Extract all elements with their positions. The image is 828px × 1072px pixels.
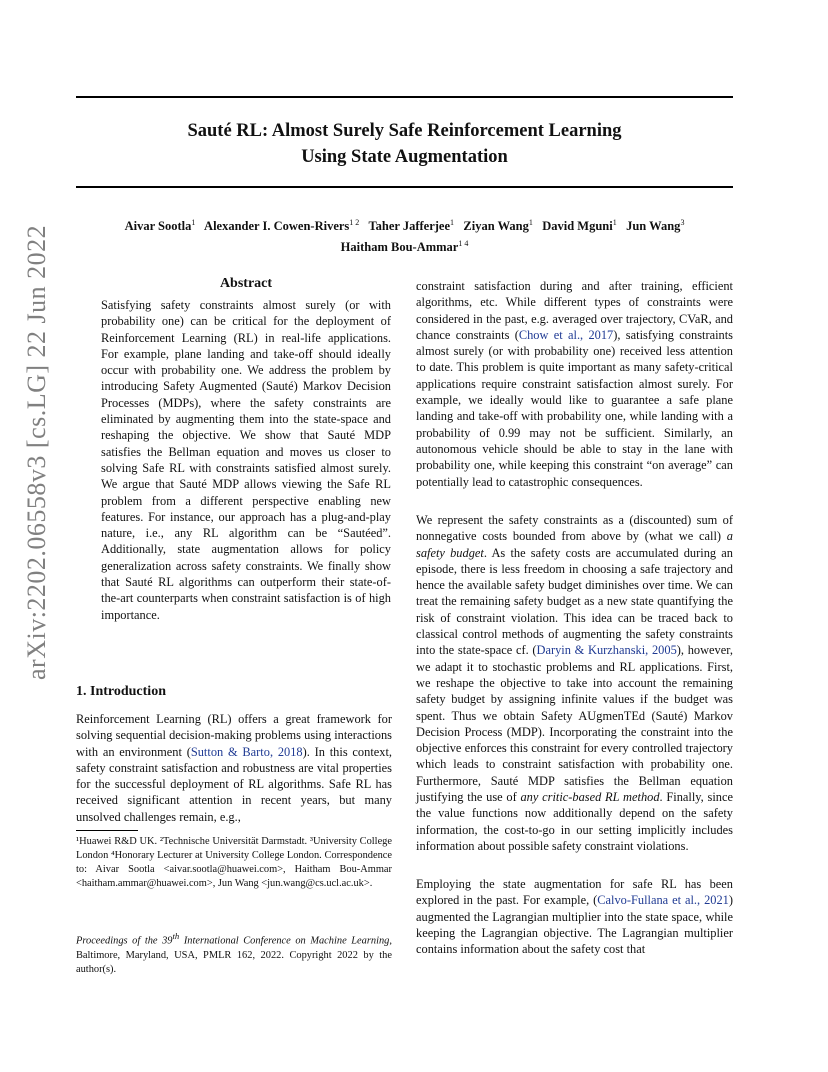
citation-link[interactable]: Chow et al., 2017: [518, 327, 614, 342]
author-list: [76, 214, 733, 256]
title-line-1: Sauté RL: Almost Surely Safe Reinforcement Learning: [187, 121, 622, 141]
right-paragraph-2: We represent the safety constraints as a (discounted) sum of nonnegative costs bounded from above by (what we call) a safety budget. As the safety costs are accumulated during an episode, there is less freedom in choosing a safe trajectory and hence the available safety budget diminishes over time. We can treat the remaining safety budget as a new state quantifying the risk of constraint violation. This idea can be traced back to classical control methods of augmenting the safety constraints into the state-space cf. (Daryin & Kurzhanski, 2005), however, we adapt it to stochastic problems and RL applications. First, we reshape the objective to take into account the remaining safety budget by assigning infinite values if the budget was spent. Thus we obtain Safety AUgmenTEd (Sauté) Markov Decision Process (MDP). Incorporating the constraint into the objective enforces this constraint for every controlled trajectory which leads to constraint satisfaction with probability one. Furthermore, Sauté MDP satisfies the Bellman equation justifying the use of any critic-based RL method. Finally, since the value functions now additionally depend on the safety information, the cost-to-go in our setting implicitly includes information about possible safety constraint violations.: [416, 513, 733, 853]
footnote-rule: [76, 830, 138, 831]
abstract-heading: Abstract: [219, 276, 273, 291]
author: Aivar Sootla$^1$: [124, 218, 196, 234]
citation-link[interactable]: Sutton & Barto, 2018: [190, 744, 303, 759]
affiliation-footnote: ¹Huawei R&D UK. ²Technische Universität Darmstadt. ³University College London ⁴Honorary Lecturer at University College London. Correspondence to: Aivar Sootla <aivar.sootla@huawei.com>, Haitham Bou-Ammar <haitham.ammar@huawei.com>, Jun Wang <jun.wang@cs.ucl.ac.uk>.: [76, 836, 392, 889]
author: Ziyan Wang$^1$: [463, 218, 533, 234]
title-rule-top: [76, 96, 733, 98]
arxiv-identifier: arXiv:2202.06558v3 [cs.LG] 22 Jun 2022: [22, 224, 51, 680]
right-paragraph-1: constraint satisfaction during and after training, efficient algorithms, etc. While different types of constraints were considered in the past, e.g. averaged over trajectory, CVaR, and chance constraints (Chow et al., 2017), satisfying constraints almost surely (or with probability one) received less attention to date. This problem is quite important as many safety-critical applications require constraint satisfaction almost surely. For example, we ideally would like to guarantee a safe plane landing and take-off with probability one, while landing with a probability of 0.99 may not be sufficient. Similarly, an autonomous vehicle should be able to stay in the lane with probability one, while keeping this constraint “on average” can potentially lead to catastrophic consequences.: [416, 279, 733, 489]
author: Taher Jafferjee$^1$: [368, 218, 455, 234]
introduction-paragraph: Reinforcement Learning (RL) offers a great framework for solving sequential decision-making problems using interactions with an environment (Sutton & Barto, 2018). In this context, safety constraint satisfaction and robustness are vital properties for the successful deployment of RL algorithms. Safe RL has received significant attention in recent years, but many unsolved challenges remain, e.g.,: [76, 712, 393, 824]
paper-title: [76, 118, 733, 170]
author: Alexander I. Cowen-Rivers$^{1 2}$: [204, 218, 360, 234]
author: Jun Wang$^3$: [626, 218, 685, 234]
author: David Mguni$^1$: [542, 218, 617, 234]
proceedings-note: Proceedings of the 39th International Conference on Machine Learning, Baltimore, Maryland, USA, PMLR 162, 2022. Copyright 2022 by the author(s).: [76, 931, 392, 976]
citation-link[interactable]: Calvo-Fullana et al., 2021: [597, 893, 729, 908]
author: Haitham Bou-Ammar$^{1 4}$: [340, 239, 469, 255]
title-rule-bottom: [76, 186, 733, 188]
citation-link[interactable]: Daryin & Kurzhanski, 2005: [536, 643, 677, 658]
title-line-2: Using State Augmentation: [301, 147, 508, 167]
introduction-heading: 1. Introduction: [76, 684, 166, 699]
right-paragraph-3: Employing the state augmentation for safe RL has been explored in the past. For example, (Calvo-Fullana et al., 2021) augmented the Lagrangian multiplier into the state space, while keeping the Lagrangian objective. The Lagrangian multiplier contains information about the safety cost that: [416, 877, 733, 957]
abstract-text: Satisfying safety constraints almost surely (or with probability one) can be critical for the deployment of Reinforcement Learning (RL) in real-life applications. For example, plane landing and take-off should ideally occur with probability one. We address the problem by introducing Safety Augmented (Sauté) Markov Decision Processes (MDPs), where the safety constraints are eliminated by augmenting them into the state-space and reshaping the objective. We show that Sauté MDP satisfies the Bellman equation and moves us closer to solving Safe RL with constraints satisfied almost surely. We argue that Sauté MDP allows viewing the Safe RL problem from a different perspective enabling new features. For instance, our approach has a plug-and-play nature, i.e., any RL algorithm can be “Sautéed”. Additionally, state augmentation allows for policy generalization across safety constraints. We finally show that Sauté RL algorithms can outperform their state-of-the-art counterparts when constraint satisfaction is of high importance.: [101, 298, 391, 622]
